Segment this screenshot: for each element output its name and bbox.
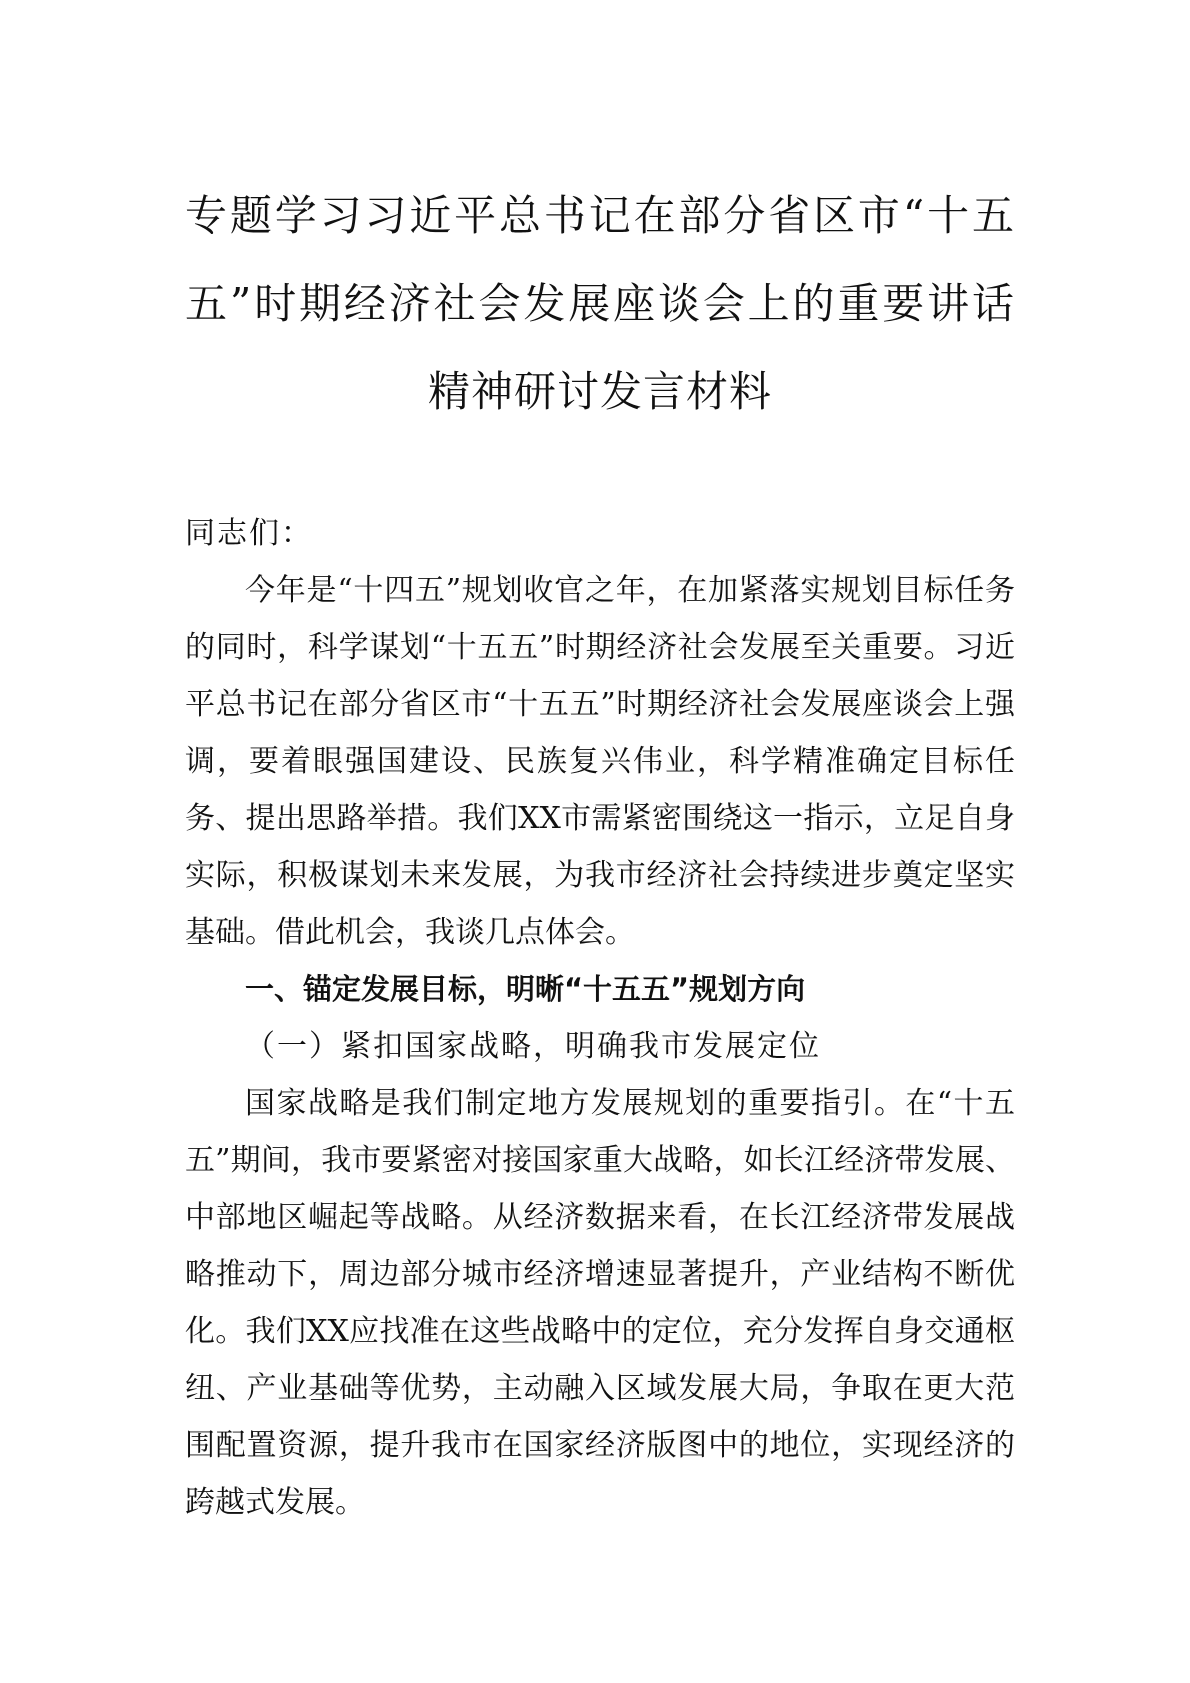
section-1-heading: 一、锚定发展目标，明晰“十五五”规划方向 — [245, 972, 806, 1006]
title-line-2: 五”时期经济社会发展座谈会上的重要讲话 — [185, 279, 1015, 328]
document-title — [185, 172, 1015, 436]
document-page — [185, 0, 1015, 1683]
intro-paragraph: 今年是“十四五”规划收官之年，在加紧落实规划目标任务的同时，科学谋划“十五五”时期经济社会发展至关重要。习近平总书记在部分省区市“十五五”时期经济社会发展座谈会上强调，要着眼强国建设、民族复兴伟业，科学精准确定目标任务、提出思路举措。我们XX市需紧密围绕这一指示，立足自身实际，积极谋划未来发展，为我市经济社会持续进步奠定坚实基础。借此机会，我谈几点体会。 — [185, 573, 1015, 950]
subsection-1-paragraph: 国家战略是我们制定地方发展规划的重要指引。在“十五五”期间，我市要紧密对接国家重大战略，如长江经济带发展、中部地区崛起等战略。从经济数据来看，在长江经济带发展战略推动下，周边部分城市经济增速显著提升，产业结构不断优化。我们XX应找准在这些战略中的定位，充分发挥自身交通枢纽、产业基础等优势，主动融入区域发展大局，争取在更大范围配置资源，提升我市在国家经济版图中的地位，实现经济的跨越式发展。 — [185, 1086, 1015, 1520]
document-body — [185, 505, 1015, 1531]
subsection-1-heading: （一）紧扣国家战略，明确我市发展定位 — [245, 1029, 821, 1064]
title-line-3: 精神研讨发言材料 — [427, 367, 772, 416]
title-line-1: 专题学习习近平总书记在部分省区市“十五 — [185, 191, 1015, 240]
salutation: 同志们： — [185, 516, 313, 551]
